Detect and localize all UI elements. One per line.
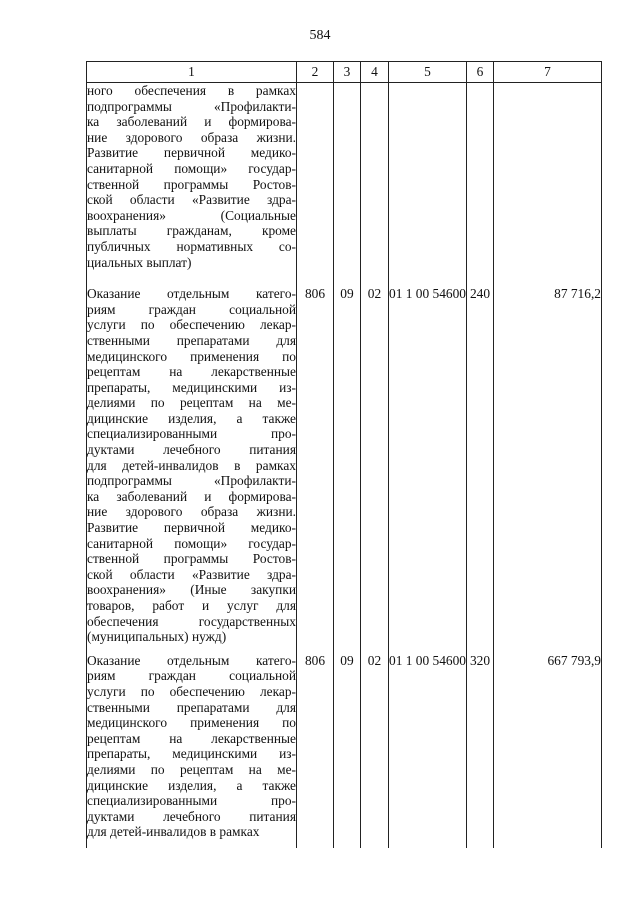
- description-line: для детей-инвалидов в рамках: [87, 457, 296, 473]
- description-line: дицинские изделия, а также: [87, 410, 296, 426]
- description-line: санитарной помощи» государ-: [87, 535, 296, 551]
- amount-value: [494, 83, 602, 287]
- description-line: специализированными про-: [87, 793, 296, 809]
- description-line: Оказание отдельным катего-: [87, 652, 296, 668]
- description-line: ственной программы Ростов-: [87, 176, 296, 192]
- description-line: риям граждан социальной: [87, 301, 296, 317]
- subsection-code: 02: [361, 653, 389, 848]
- row-description: [87, 286, 297, 653]
- table-row: [87, 286, 602, 653]
- description-line: специализированными про-: [87, 426, 296, 442]
- description-line: Развитие первичной медико-: [87, 145, 296, 161]
- budget-table: [86, 61, 602, 848]
- subsection-code: 02: [361, 286, 389, 653]
- description-line: ственными препаратами для: [87, 332, 296, 348]
- expense-type-code: [467, 83, 494, 287]
- description-line: ской области «Развитие здра-: [87, 566, 296, 582]
- amount-value: 87 716,2: [494, 286, 602, 653]
- target-article-code: [389, 83, 467, 287]
- ministry-code: 806: [297, 653, 334, 848]
- description-line: обеспечения государственных: [87, 613, 296, 629]
- expense-type-code: 320: [467, 653, 494, 848]
- ministry-code: [297, 83, 334, 287]
- description-line: риям граждан социальной: [87, 668, 296, 684]
- description-line: для детей-инвалидов в рамках: [87, 824, 260, 840]
- description-line: препараты, медицинскими из-: [87, 746, 296, 762]
- column-header-5: 5: [389, 62, 467, 83]
- page-number: 584: [309, 28, 331, 43]
- description-line: услуги по обеспечению лекар-: [87, 317, 296, 333]
- description-line: подпрограммы «Профилакти-: [87, 473, 296, 489]
- description-line: услуги по обеспечению лекар-: [87, 683, 296, 699]
- description-line: Оказание отдельным катего-: [87, 286, 296, 302]
- expense-type-code: 240: [467, 286, 494, 653]
- column-header-6: 6: [467, 62, 494, 83]
- description-line: ственными препаратами для: [87, 699, 296, 715]
- description-line: выплаты гражданам, кроме: [87, 223, 296, 239]
- amount-value: 667 793,9: [494, 653, 602, 848]
- description-line: (муниципальных) нужд): [87, 629, 227, 645]
- description-line: ка заболеваний и формирова-: [87, 488, 296, 504]
- subsection-code: [361, 83, 389, 287]
- section-code: 09: [334, 286, 361, 653]
- description-line: рецептам на лекарственные: [87, 364, 296, 380]
- description-line: медицинского применения по: [87, 348, 296, 364]
- column-header-1: 1: [87, 62, 297, 83]
- description-line: Развитие первичной медико-: [87, 520, 296, 536]
- header-row: [87, 62, 602, 83]
- column-header-4: 4: [361, 62, 389, 83]
- description-line: рецептам на лекарственные: [87, 730, 296, 746]
- description-line: препараты, медицинскими из-: [87, 379, 296, 395]
- description-line: санитарной помощи» государ-: [87, 160, 296, 176]
- ministry-code: 806: [297, 286, 334, 653]
- target-article-code: 01 1 00 54600: [389, 653, 467, 848]
- description-line: дуктами лечебного питания: [87, 442, 296, 458]
- row-description: [87, 83, 297, 287]
- description-line: дицинские изделия, а также: [87, 777, 296, 793]
- description-line: дуктами лечебного питания: [87, 808, 296, 824]
- table-row: [87, 83, 602, 287]
- section-code: 09: [334, 653, 361, 848]
- description-line: ственной программы Ростов-: [87, 551, 296, 567]
- column-header-2: 2: [297, 62, 334, 83]
- description-line: делиями по рецептам на ме-: [87, 395, 296, 411]
- column-header-3: 3: [334, 62, 361, 83]
- description-line: товаров, работ и услуг для: [87, 598, 296, 613]
- description-line: воохранения» (Иные закупки: [87, 582, 296, 598]
- description-line: воохранения» (Социальные: [87, 207, 296, 223]
- description-line: ного обеспечения в рамках: [87, 83, 296, 98]
- description-line: циальных выплат): [87, 254, 192, 270]
- description-line: делиями по рецептам на ме-: [87, 761, 296, 777]
- description-line: ние здорового образа жизни.: [87, 504, 296, 520]
- description-line: публичных нормативных со-: [87, 238, 296, 254]
- table-row: [87, 653, 602, 848]
- description-line: медицинского применения по: [87, 715, 296, 731]
- description-line: ние здорового образа жизни.: [87, 129, 296, 145]
- description-line: подпрограммы «Профилакти-: [87, 98, 296, 114]
- description-line: ской области «Развитие здра-: [87, 192, 296, 208]
- section-code: [334, 83, 361, 287]
- target-article-code: 01 1 00 54600: [389, 286, 467, 653]
- column-header-7: 7: [494, 62, 602, 83]
- description-line: ка заболеваний и формирова-: [87, 114, 296, 130]
- row-description: [87, 653, 297, 848]
